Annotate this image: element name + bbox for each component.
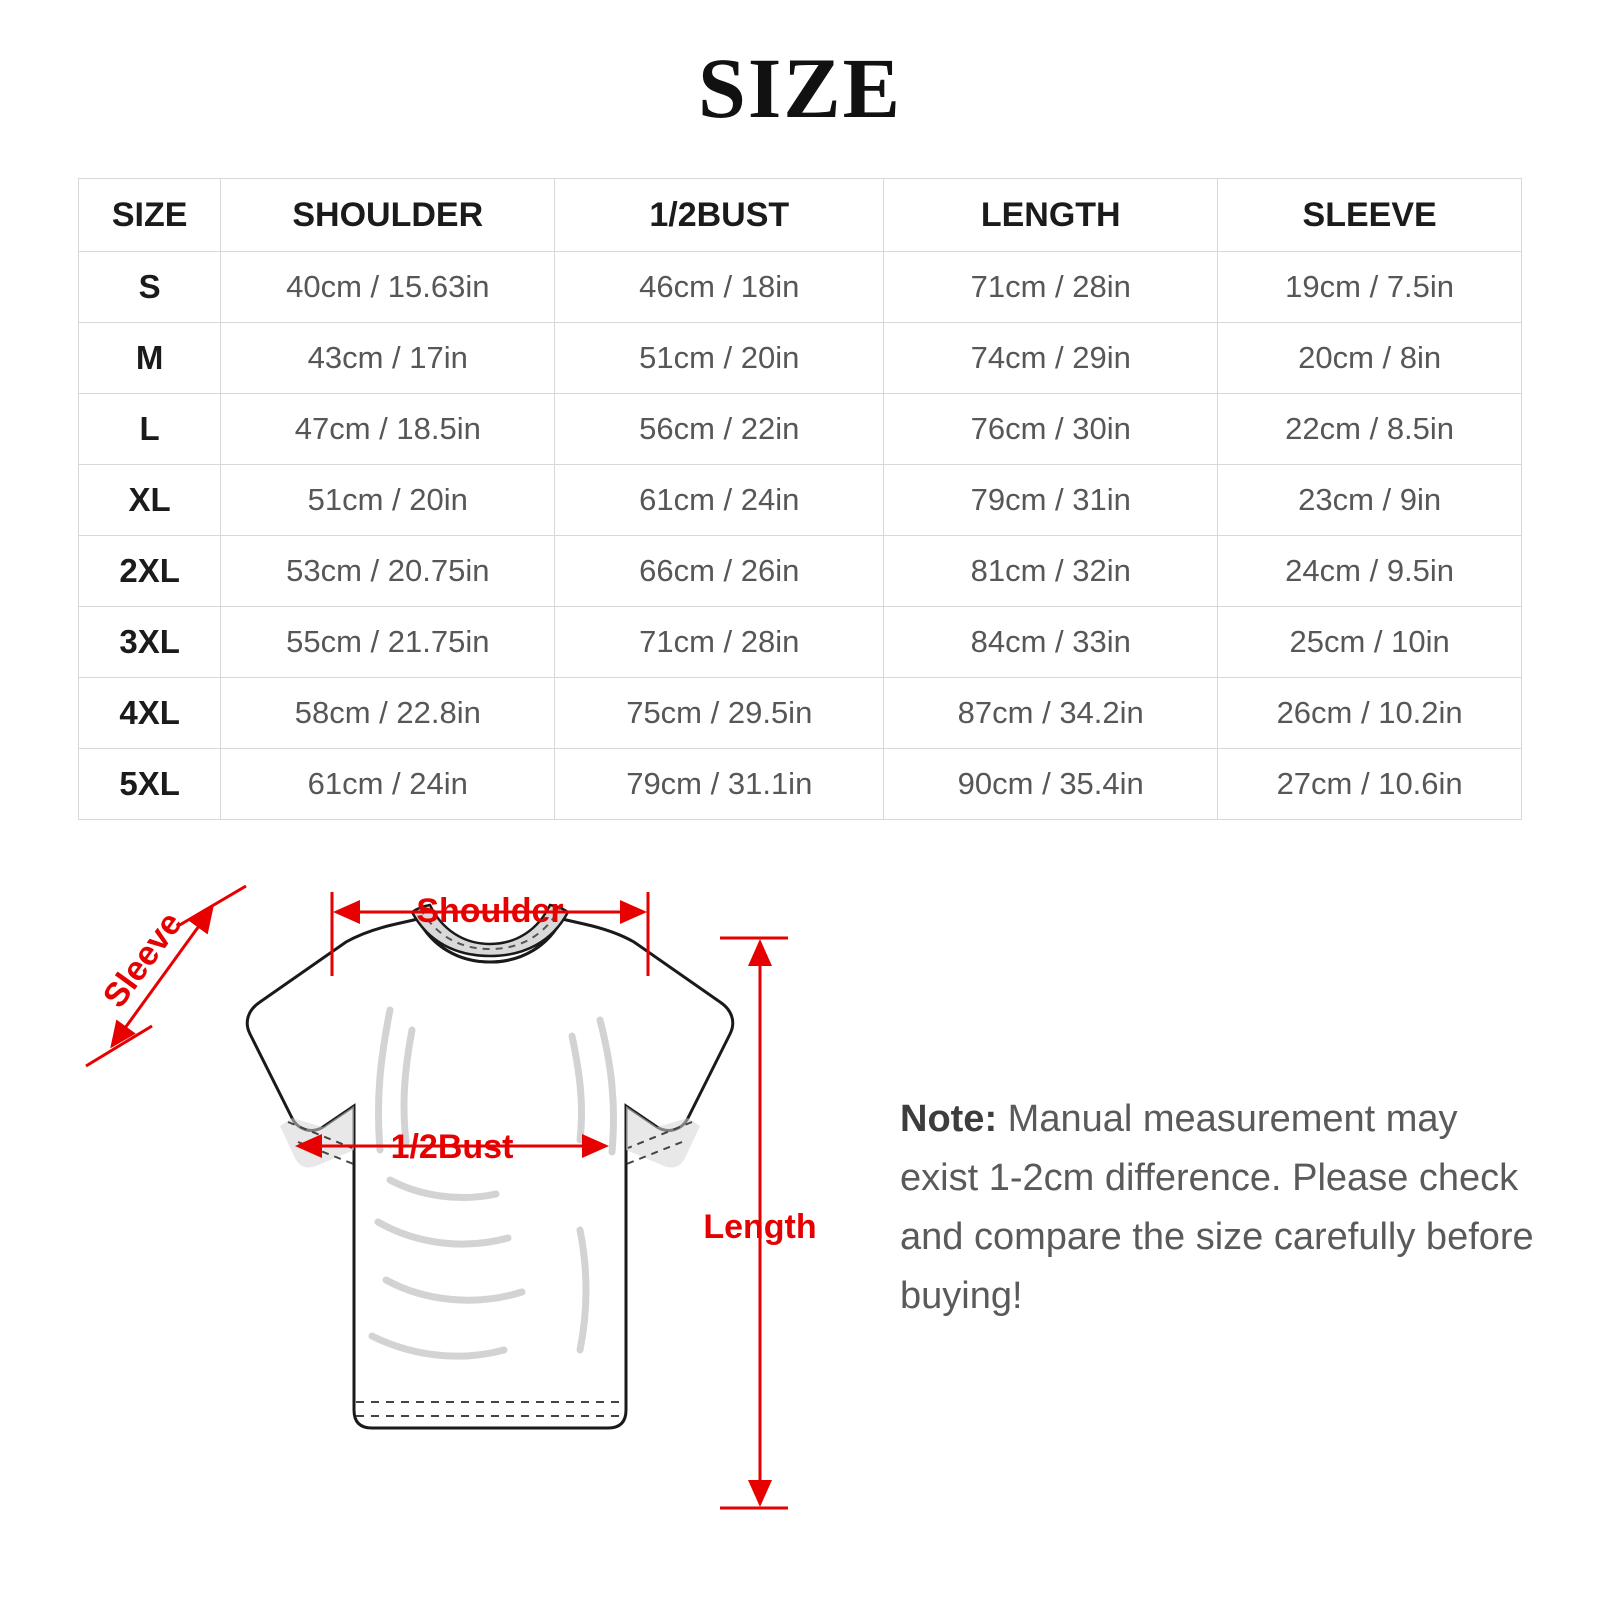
cell-length: 90cm / 35.4in <box>884 749 1218 820</box>
bust-label: 1/2Bust <box>390 1128 514 1166</box>
cell-sleeve: 26cm / 10.2in <box>1218 678 1522 749</box>
note-text: Manual measurement may exist 1-2cm difference. Please check and compare the size carefully before buying! <box>900 1098 1534 1317</box>
column-header-length: LENGTH <box>884 179 1218 252</box>
table-row <box>79 323 1522 394</box>
cell-bust: 75cm / 29.5in <box>555 678 884 749</box>
cell-sleeve: 20cm / 8in <box>1218 323 1522 394</box>
note-label: Note: <box>900 1098 998 1140</box>
cell-sleeve: 25cm / 10in <box>1218 607 1522 678</box>
cell-sleeve: 27cm / 10.6in <box>1218 749 1522 820</box>
cell-size: M <box>79 323 221 394</box>
cell-length: 84cm / 33in <box>884 607 1218 678</box>
cell-length: 74cm / 29in <box>884 323 1218 394</box>
column-header-sleeve: SLEEVE <box>1218 179 1522 252</box>
cell-bust: 79cm / 31.1in <box>555 749 884 820</box>
cell-shoulder: 43cm / 17in <box>221 323 555 394</box>
column-header-bust: 1/2BUST <box>555 179 884 252</box>
shoulder-label: Shoulder <box>416 892 564 930</box>
cell-shoulder: 53cm / 20.75in <box>221 536 555 607</box>
table-row <box>79 678 1522 749</box>
cell-shoulder: 58cm / 22.8in <box>221 678 555 749</box>
cell-sleeve: 19cm / 7.5in <box>1218 252 1522 323</box>
cell-bust: 66cm / 26in <box>555 536 884 607</box>
cell-bust: 46cm / 18in <box>555 252 884 323</box>
cell-sleeve: 23cm / 9in <box>1218 465 1522 536</box>
cell-length: 71cm / 28in <box>884 252 1218 323</box>
sleeve-label: Sleeve <box>95 905 190 1015</box>
cell-length: 87cm / 34.2in <box>884 678 1218 749</box>
page-title: SIZE <box>697 40 903 136</box>
cell-bust: 56cm / 22in <box>555 394 884 465</box>
table-header-row <box>79 179 1522 252</box>
table-row <box>79 536 1522 607</box>
cell-sleeve: 22cm / 8.5in <box>1218 394 1522 465</box>
table-row <box>79 607 1522 678</box>
column-header-size: SIZE <box>79 179 221 252</box>
tshirt-illustration <box>247 905 733 1428</box>
table-row <box>79 465 1522 536</box>
cell-bust: 61cm / 24in <box>555 465 884 536</box>
cell-length: 79cm / 31in <box>884 465 1218 536</box>
cell-shoulder: 61cm / 24in <box>221 749 555 820</box>
cell-size: 3XL <box>79 607 221 678</box>
cell-length: 81cm / 32in <box>884 536 1218 607</box>
table-row <box>79 252 1522 323</box>
cell-shoulder: 55cm / 21.75in <box>221 607 555 678</box>
cell-bust: 51cm / 20in <box>555 323 884 394</box>
table-row <box>79 394 1522 465</box>
cell-size: XL <box>79 465 221 536</box>
length-label: Length <box>703 1208 817 1246</box>
cell-size: S <box>79 252 221 323</box>
cell-size: 5XL <box>79 749 221 820</box>
table-row <box>79 749 1522 820</box>
cell-size: L <box>79 394 221 465</box>
size-chart-table <box>78 178 1522 820</box>
cell-shoulder: 40cm / 15.63in <box>221 252 555 323</box>
cell-size: 4XL <box>79 678 221 749</box>
column-header-shoulder: SHOULDER <box>221 179 555 252</box>
cell-shoulder: 47cm / 18.5in <box>221 394 555 465</box>
note-block <box>900 1090 1540 1326</box>
tshirt-measurement-diagram <box>60 850 860 1570</box>
cell-sleeve: 24cm / 9.5in <box>1218 536 1522 607</box>
cell-bust: 71cm / 28in <box>555 607 884 678</box>
cell-length: 76cm / 30in <box>884 394 1218 465</box>
cell-shoulder: 51cm / 20in <box>221 465 555 536</box>
cell-size: 2XL <box>79 536 221 607</box>
